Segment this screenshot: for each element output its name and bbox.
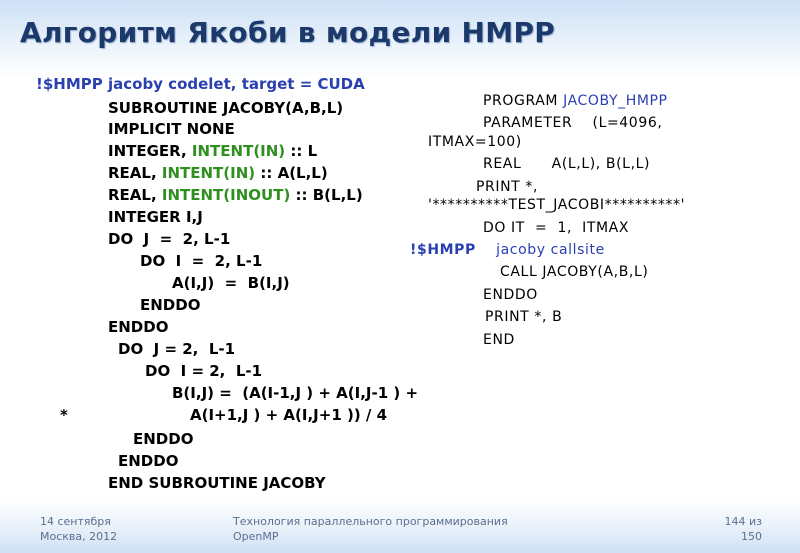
code-token: PROGRAM [483,93,564,109]
code-line [108,142,317,160]
footer-date: 14 сентября [40,515,111,528]
footer-page-number [725,514,763,544]
code-line: ENDDO [483,287,538,303]
code-line: INTEGER I,J [108,208,203,226]
code-line: ENDDO [108,318,169,336]
code-token: :: A(L,L) [255,164,328,182]
code-token: REAL, [108,186,162,204]
code-token: INTEGER, [108,142,192,160]
footer-course-subtitle: OpenMP [233,530,279,543]
intent-keyword: INTENT(IN) [191,142,286,160]
code-line: DO I = 2, L-1 [145,362,263,380]
code-line: END SUBROUTINE JACOBY [108,474,326,492]
footer-course-title: Технология параллельного программирования [233,515,508,528]
code-line: SUBROUTINE JACOBY(A,B,L) [108,99,344,117]
code-line: ENDDO [118,452,179,470]
code-line: PARAMETER (L=4096, [483,115,663,131]
program-name: JACOBY_HMPP [563,93,668,109]
code-token: REAL, [108,164,162,182]
code-line: A(I,J) = B(I,J) [172,274,290,292]
code-line: ENDDO [140,296,201,314]
code-line: DO J = 2, L-1 [108,230,231,248]
code-line: END [483,332,515,348]
page-total: 150 [741,530,762,543]
directive-prefix: !$HMPP [410,242,476,258]
intent-keyword: INTENT(INOUT) [161,186,291,204]
intent-keyword: INTENT(IN) [161,164,256,182]
code-line [108,186,363,204]
code-line: REAL A(L,L), B(L,L) [483,156,651,172]
code-line: ITMAX=100) [428,134,522,150]
code-line: ENDDO [133,430,194,448]
code-line: PRINT *, B [485,309,563,325]
code-token: :: B(L,L) [290,186,363,204]
page-counter: 144 из [724,515,762,528]
slide-title: Алгоритм Якоби в модели HMPP [20,16,556,49]
footer-place: Москва, 2012 [40,530,118,543]
footer-course [233,514,508,544]
code-line: DO I = 2, L-1 [140,252,263,270]
hmpp-callsite-directive [410,241,605,259]
code-line: DO IT = 1, ITMAX [483,220,630,236]
footer-date-place [40,514,117,544]
hmpp-codelet-directive [36,75,365,93]
directive-text: jacoby callsite [496,242,605,258]
code-line: IMPLICIT NONE [108,120,235,138]
code-line: PRINT *, [476,179,539,195]
code-line: A(I+1,J ) + A(I,J+1 )) / 4 [190,406,388,424]
code-line: DO J = 2, L-1 [118,340,236,358]
code-line: CALL JACOBY(A,B,L) [500,264,649,280]
code-line [483,92,668,110]
code-line: B(I,J) = (A(I-1,J ) + A(I,J-1 ) + [172,384,419,402]
code-token: :: L [285,142,318,160]
code-line: '**********TEST_JACOBI**********' [428,197,686,213]
directive-prefix: !$HMPP [36,75,103,93]
continuation-marker: * [60,406,68,424]
code-line [108,164,328,182]
directive-text: jacoby codelet, target = CUDA [107,75,365,93]
